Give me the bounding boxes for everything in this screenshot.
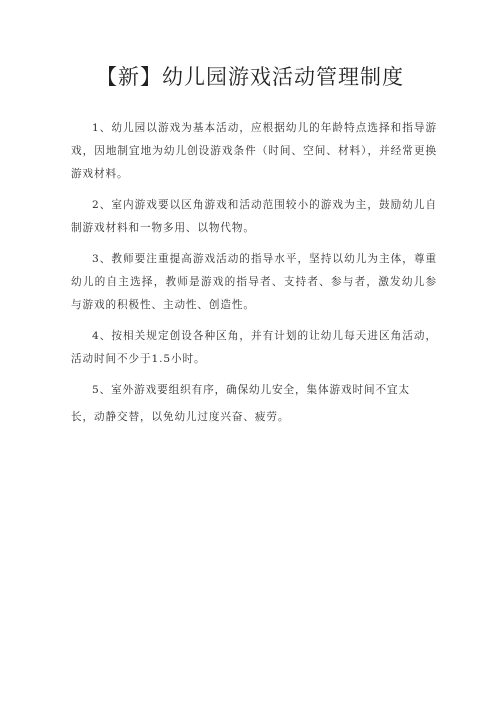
paragraph-2: 2、室内游戏要以区角游戏和活动范围较小的游戏为主，鼓励幼儿自制游戏材料和一物多用、以物代物。 — [71, 199, 437, 234]
paragraph-1: 1、幼儿园以游戏为基本活动，应根据幼儿的年龄特点选择和指导游戏，因地制宜地为幼儿创设游戏条件（时间、空间、材料），并经常更换游戏材料。 — [71, 122, 437, 180]
paragraph-5-continued: 长，动静交替，以免幼儿过度兴奋、疲劳。 — [71, 411, 290, 423]
paragraph-3: 3、教师要注重提高游戏活动的指导水平，坚持以幼儿为主体，尊重幼儿的自主选择，教师是游戏的指导者、支持者、参与者，激发幼儿参与游戏的积极性、主动性、创造性。 — [71, 253, 437, 311]
paragraph-4: 4、按相关规定创设各种区角，并有计划的让幼儿每天进区角活动，活动时间不少于1.5小时。 — [71, 330, 437, 365]
document-title: 【新】幼儿园游戏活动管理制度 — [96, 65, 404, 89]
paragraph-5: 5、室外游戏要组织有序，确保幼儿安全，集体游戏时间不宜太 — [92, 384, 410, 396]
document-body — [71, 117, 437, 437]
